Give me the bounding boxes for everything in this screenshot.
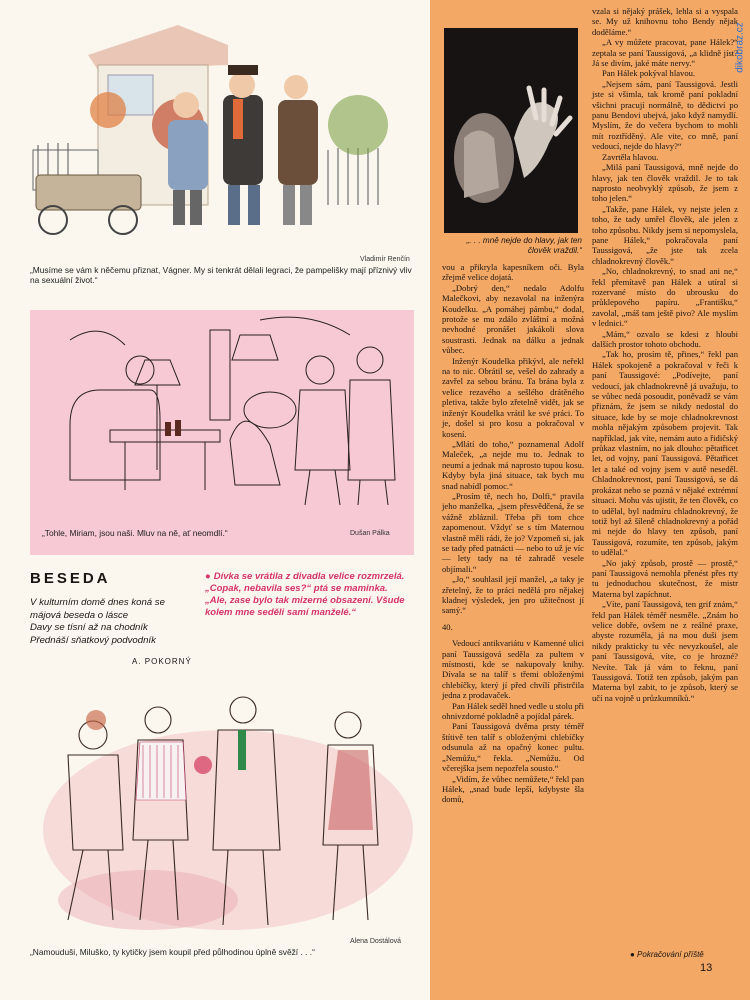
bullet-icon: ● bbox=[205, 571, 211, 582]
joke-box bbox=[205, 571, 415, 619]
story-paragraph: „Mlátí do toho,“ poznamenal Adolf Maleček, „a nejde mu to. Jednak to neumí a jednak má naprosto tupou kosu. Kdyby byla jiná situace, tak bych mu snad nabídl pomoc.“ bbox=[442, 438, 584, 491]
poem-line: májová beseda o lásce bbox=[30, 609, 129, 621]
story-column-b bbox=[592, 6, 738, 703]
joke-line: „Ale, zase bylo tak mizerné obsazení. Všude kolem mne seděli samí manželé.“ bbox=[205, 595, 405, 618]
chapter-number: 40. bbox=[442, 621, 453, 632]
story-paragraph: „Takže, pane Hálek, vy nejste jelen z toho, že tady umřel člověk, ale jelen z toho způsobu. Nikdy jsem si nepomyslela, pane Hálek,“ pokračovala paní Taussigová, „že jste tak zcela chladnokrevný člověk.“ bbox=[592, 203, 738, 266]
cartoon-caption: „Musíme se vám k něčemu přiznat, Vágner. My si tenkrát dělali legraci, že pampelišky mají příznivý vliv na sexuální život.“ bbox=[30, 265, 412, 285]
continued-note: ● Pokračování příště bbox=[630, 950, 704, 959]
story-paragraph: „A vy můžete pracovat, pane Hálek?“ zeptala se paní Taussigová, „a klidně jíst? Já se divím, jaké máte nervy.“ bbox=[592, 37, 738, 69]
poem-line: Přednáší sňatkový podvodník bbox=[30, 634, 156, 646]
story-paragraph: „Tak ho, prosím tě, přines,“ řekl pan Hálek spokojeně a pokračoval v řeči k paní Taussigové: „Podívejte, paní vedoucí, jak chladnokrevně já uvažuju, to se vůbec nedá posoudit, poněvadž se vám přiznám, že jsem se nikdy nedostal do situace, kde by se moje chladnokrevnost mohla nějakým způsobem projevit. Tak například, jak víte, nemám auto a řidičský průkaz vlastním, no jak dlouho: pětatřicet let, od vojny, paní Taussigová. Pětatřicet let a také od vojny jsem v autě neseděl. Chladnokrevnost, paní Taussigová, se dá prokázat nebo se pozná v nějaké extrémní situaci. Mohu vás ujistit, že ten člověk, co to udělal, byl nadmíru chladnokrevný, že totiž byl až šíleně chladnokrevný a pořád mi nejde do hlavy ten způsob, paní Taussigová, rozumíte, ten způsob, jakým to udělal.“ bbox=[592, 349, 738, 558]
story-paragraph: vzala si nějaký prášek, lehla si a vyspala se. My už knihovnu toho Bendy nějak doděláme.“ bbox=[592, 6, 738, 37]
photo-hands bbox=[444, 28, 578, 233]
story-paragraph: Zavrtěla hlavou. bbox=[602, 151, 659, 162]
story-paragraph: „No jaký způsob, prostě — prostě,“ paní Taussigová nemohla přenést přes rty tu jednoduchou skutečnost, že mistr Materna byl zapíchnut. bbox=[592, 557, 738, 599]
story-paragraph: „Milá paní Taussigová, mně nejde do hlavy, jak ten člověk vraždil. Je to tak naprosto neobvyklý způsob, že jsem z toho jelen.“ bbox=[592, 162, 738, 204]
story-paragraph: Pan Hálek seděl hned vedle u stolu při ohnivzdorné pokladně a pojídal párek. bbox=[442, 700, 584, 722]
beseda-title: BESEDA bbox=[30, 570, 111, 587]
photo-caption: „. . . mně nejde do hlavy, jak ten člověk vraždil.“ bbox=[466, 236, 582, 255]
site-watermark: dikobraz.cz bbox=[734, 22, 746, 73]
story-paragraph: „Mám,“ ozvalo se kdesi z hloubi dalších prostor tohoto obchodu. bbox=[592, 328, 738, 349]
story-paragraph: „Víte, paní Taussigová, ten grif znám,“ řekl pan Hálek téměř nesměle. „Znám ho velice dobře, ovšem ne z reálné praxe, abyste rozuměla, já na mou duši jsem nikdy prakticky tu věc nevyzkoušel, ale paní Taussigová, víte, co je hrozné? Nevíte. Tak já vám to řeknu, paní Taussigová. Totiž ten způsob, jakým pan Materna byl zabit, to je způsob, který se učí na vojně u průzkumníků.“ bbox=[592, 599, 738, 703]
joke-line: „Copak, nebavila ses?“ ptá se maminka. bbox=[205, 583, 388, 594]
poem-line: V kulturním domě dnes koná se bbox=[30, 597, 165, 608]
poem-line: Davy se tísní až na chodník bbox=[30, 622, 148, 633]
story-paragraph: vou a přikryla kapesníkem oči. Byla zřejmě velice dojatá. bbox=[442, 262, 584, 283]
story-paragraph: Vedoucí antikvariátu v Kamenné ulici paní Taussigová seděla za pultem v místnosti, kde se nakupovaly knihy. Dívala se na talíř s třemi obloženými chlebíčky, který jí před chvílí přistrčila jedna z prodavaček. bbox=[442, 638, 584, 701]
story-paragraph: Inženýr Koudelka přikývl, ale neřekl na to nic. Obrátil se, vešel do zahrady a zavřel za sebou bránu. Ta brána byla z velice rezavého a sešlého drátěného pletiva, takže bylo zřetelně vidět, jak se inženýr Koudelka vrátil ke své práci. To je, došel si pro kosu a pokračoval v kosení. bbox=[442, 355, 584, 439]
story-paragraph: „Dobrý den,“ nedalo Adolfu Malečkovi, aby nezavolal na inženýra Koudelku. „A pomáhej pámbu,“ dodal, protože se mu zdálo zvláštní a možná nevhodné pronášet jakákoli slova soustrasti. Jednak na dálku a jednak vůbec. bbox=[442, 282, 584, 356]
cartoon-credit: Alena Dostálová bbox=[350, 938, 401, 945]
poem-author: A. POKORNÝ bbox=[132, 657, 192, 666]
cartoon-party-panel bbox=[30, 310, 414, 555]
beseda-poem bbox=[30, 597, 200, 647]
story-paragraph: „Nejsem sám, paní Taussigová. Jestli jste si všimla, tak kromě paní pokladní všichni pracují normálně, to dědictví po panu Bendovi ubejvá, jako když namydlí. Myslím, že do večera bychom to mohli mít roztříděný. Ale vite, co mně, paní vedoucí, nejde do hlavy?“ bbox=[592, 78, 738, 152]
story-paragraph: „Jo,“ souhlasil její manžel, „a taky je zřetelný, že to práci nedělá pro nějakej kladnej výsledek, jen pro užitečnost jí samý.“ bbox=[442, 574, 584, 616]
cartoon-caption: „Tohle, Miriam, jsou naši. Mluv na ně, ať neomdlí.“ bbox=[42, 528, 228, 538]
story-paragraph: „Vidím, že vůbec nemůžete,“ řekl pan Hálek, „snad bude lepší, kdybyste šla domů, bbox=[442, 773, 584, 805]
cartoon-credit: Dušan Pálka bbox=[350, 530, 390, 537]
story-paragraph: „Prosím tě, nech ho, Dolfi,“ pravila jeho manželka, „jsem přesvědčená, že se vážně zbláznil. Třeba při tom chce zapomenout. Vždyť se s tím Maternou vlastně měli rádi, že jo? Vzpomeň si, jak se tady před patnácti — nebo to už je víc — lety tady na té zahradě vesele objímali.“ bbox=[442, 490, 584, 574]
story-column-a bbox=[442, 262, 584, 805]
joke-line: ● Dívka se vrátila z divadla velice rozmrzelá. bbox=[205, 571, 405, 582]
story-paragraph: Paní Taussigová dvěma prsty téměř štítivě ten talíř s obloženými chlebíčky odsunula až na opačný konec pultu. „Nemůžu,“ řekla. „Nemůžu. Od včerejška jsem nepozřela sousto.“ bbox=[442, 721, 584, 774]
cartoon-caption: „Namouduši, Miluško, ty kytičky jsem koupil před půlhodinou úplně svěží . . .“ bbox=[30, 947, 315, 957]
cartoon-credit: Vladimír Renčín bbox=[360, 256, 410, 263]
cartoon-flowers-illustration bbox=[28, 680, 416, 945]
story-paragraph: „No, chladnokrevný, to snad ani ne,“ řekl přemítavě pan Hálek a utíral si rozervané místo do ubrousku do průklepového papíru. „Františku,“ zavolal, „máš tam ještě pivo? Ale myslím v lednici.“ bbox=[592, 266, 738, 329]
cartoon-dandelions-illustration bbox=[28, 25, 416, 250]
story-paragraph: Pan Hálek pokýval hlavou. bbox=[602, 68, 696, 79]
page-number: 13 bbox=[700, 962, 713, 974]
